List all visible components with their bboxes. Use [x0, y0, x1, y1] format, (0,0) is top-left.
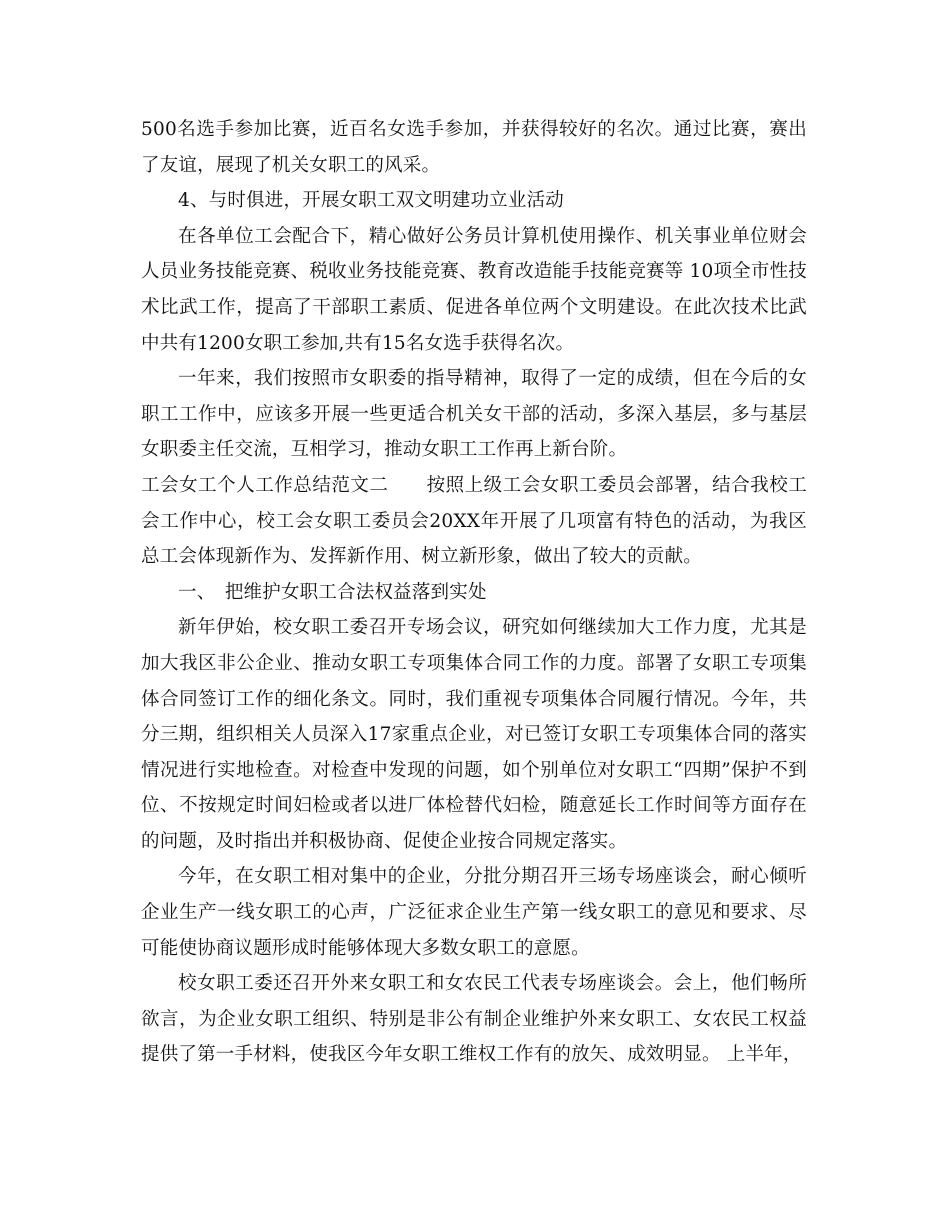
paragraph-title-run-in: 工会女工个人工作总结范文二 按照上级工会女职工委员会部署，结合我校工会工作中心，校工会女职工委员会20XX年开展了几项富有特色的活动，为我区总工会体现新作为、发挥新作用、树立新形象，做出了较大的贡献。	[141, 474, 807, 568]
paragraph-new-year: 新年伊始，校女职工委召开专场会议，研究如何继续加大工作力度，尤其是加大我区非公企业、推动女职工专项集体合同工作的力度。部署了女职工专项集体合同签订工作的细化条文。同时，我们重视专项集体合同履行情况。今年，共分三期，组织相关人员深入17家重点企业，对已签订女职工专项集体合同的落实情况进行实地检查。对检查中发现的问题，如个别单位对女职工“四期”保护不到位、不按规定时间妇检或者以进厂体检替代妇检，随意延长工作时间等方面存在的问题，及时指出并积极协商、促使企业按合同规定落实。	[141, 617, 807, 852]
section-heading-4: 4、与时俱进，开展女职工双文明建功立业活动	[178, 190, 564, 212]
section-heading-1: 一、 把维护女职工合法权益落到实处	[178, 581, 487, 603]
paragraph-competitions: 在各单位工会配合下，精心做好公务员计算机使用操作、机关事业单位财会人员业务技能竞赛、税收业务技能竞赛、教育改造能手技能竞赛等 10项全市性技术比武工作，提高了干部职工素质、促进各单位两个文明建设。在此次技术比武中共有1200女职工参加,共有15名女选手获得名次。	[141, 225, 807, 354]
paragraph-continued: 500名选手参加比赛，近百名女选手参加，并获得较好的名次。通过比赛，赛出了友谊，展现了机关女职工的风采。	[141, 119, 807, 176]
paragraph-migrant-workers: 校女职工委还召开外来女职工和女农民工代表专场座谈会。会上，他们畅所欲言，为企业女职工组织、特别是非公有制企业维护外来女职工、女农民工权益提供了第一手材料，使我区今年女职工维权工作有的放矢、成效明显。 上半年，	[141, 973, 807, 1066]
document-body	[141, 112, 807, 1073]
paragraph-summary: 一年来，我们按照市女职委的指导精神，取得了一定的成绩，但在今后的女职工工作中，应该多开展一些更适合机关女干部的活动，多深入基层，多与基层女职委主任交流，互相学习，推动女职工工作再上新台阶。	[141, 368, 807, 461]
paragraph-forums: 今年，在女职工相对集中的企业，分批分期召开三场专场座谈会，耐心倾听企业生产一线女职工的心声，广泛征求企业生产第一线女职工的意见和要求、尽可能使协商议题形成时能够体现大多数女职工的意愿。	[141, 866, 807, 959]
